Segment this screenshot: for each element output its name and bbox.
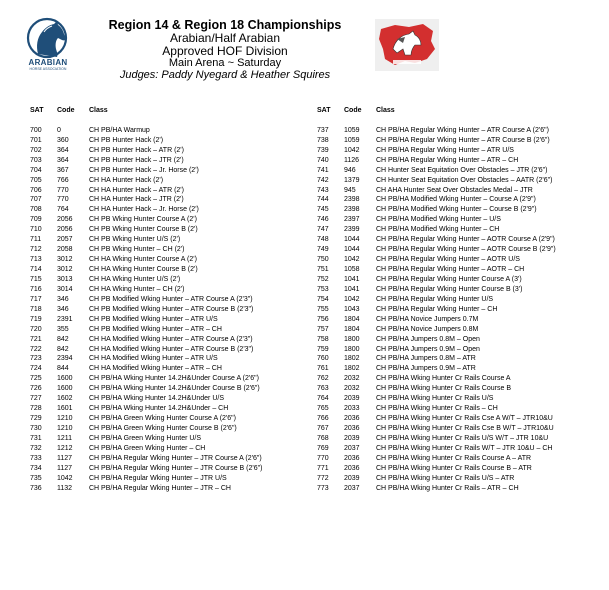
- class-name: CH PB/HA Regular Wking Hunter – JTR – CH: [89, 484, 231, 492]
- class-sat-number: 771: [317, 464, 329, 472]
- class-sat-number: 717: [30, 295, 42, 303]
- class-name: CH HA Modified Wking Hunter – ATR Course B (2'3"): [89, 345, 254, 353]
- class-sat-number: 772: [317, 474, 329, 482]
- class-name: CH PB/HA Wking Hunter 14.2H&Under – CH: [89, 405, 229, 413]
- class-name: CH PB/HA Jumpers 0.8M – Open: [376, 335, 480, 343]
- class-name: CH HA Hunter Hack (2'): [89, 176, 164, 184]
- class-sat-number: 755: [317, 305, 329, 313]
- class-name: CH PB/HA Regular Wking Hunter – AOTR Course A (2'9"): [376, 236, 555, 244]
- class-name: CH HA Wking Hunter Course A (2'): [89, 256, 197, 264]
- class-code: 2058: [57, 246, 73, 254]
- class-name: CH PB/HA Warmup: [89, 126, 150, 134]
- class-code: 1041: [344, 275, 360, 283]
- class-code: 3014: [57, 285, 73, 293]
- class-sat-number: 704: [30, 166, 42, 174]
- class-code: 2036: [344, 464, 360, 472]
- class-name: CH PB/HA Green Wking Hunter Course A (2'6"): [89, 415, 236, 423]
- class-sat-number: 764: [317, 395, 329, 403]
- class-name: CH PB/HA Regular Wking Hunter U/S: [376, 295, 494, 303]
- class-sat-number: 719: [30, 315, 42, 323]
- class-code: 844: [57, 365, 69, 373]
- class-name: CH HA Wking Hunter Course B (2'): [89, 266, 198, 273]
- class-name: CH HA Modified Wking Hunter – ATR – CH: [89, 365, 222, 373]
- class-name: CH PB/HA Regular Wking Hunter – AOTR – CH: [376, 266, 525, 273]
- class-code: 2036: [344, 425, 360, 432]
- class-sat-number: 752: [317, 275, 329, 283]
- class-sat-number: 762: [317, 375, 329, 383]
- class-code: 355: [57, 325, 69, 333]
- class-sat-number: 748: [317, 236, 329, 244]
- page-subtitle-division: Approved HOF Division: [162, 43, 288, 58]
- class-name: CH HA Hunter Hack – ATR (2'): [89, 186, 184, 194]
- class-name: CH PB/HA Wking Hunter Cr Rails Cse A W/T – JTR10&U: [376, 415, 553, 423]
- class-sat-number: 760: [317, 355, 329, 363]
- class-code: 764: [57, 206, 69, 214]
- class-name: CH PB/HA Wking Hunter Cr Rails – ATR – CH: [376, 484, 519, 492]
- judges-line: Judges: Paddy Nyegard & Heather Squires: [119, 69, 331, 81]
- class-sat-number: 724: [30, 365, 42, 373]
- class-code: 1059: [344, 126, 360, 134]
- class-code: 842: [57, 335, 69, 343]
- class-code: 2033: [344, 405, 360, 413]
- class-sat-number: 756: [317, 315, 329, 323]
- class-code: 1127: [57, 464, 73, 472]
- class-sat-number: 758: [317, 335, 329, 343]
- class-name: CH PB/HA Wking Hunter Cr Rails – CH: [376, 405, 498, 413]
- class-name: CH PB/HA Modified Wking Hunter – Course B (2'9"): [376, 206, 537, 214]
- class-sat-number: 747: [317, 226, 329, 234]
- class-sat-number: 702: [30, 146, 42, 154]
- class-name: CH PB/HA Regular Wking Hunter – ATR U/S: [376, 146, 514, 154]
- class-code: 1059: [344, 136, 360, 144]
- class-code: 842: [57, 345, 69, 353]
- class-sat-number: 745: [317, 206, 329, 214]
- class-code: 1058: [344, 266, 360, 273]
- class-name: CH PB/HA Green Wking Hunter Course B (2'6"): [89, 425, 237, 432]
- class-name: CH PB/HA Regular Wking Hunter – ATR Course A (2'6"): [376, 126, 549, 134]
- class-sat-number: 741: [317, 166, 329, 174]
- class-name: CH PB/HA Regular Wking Hunter – JTR Course A (2'6"): [89, 454, 262, 462]
- class-name: CH PB/HA Regular Wking Hunter – ATR Course B (2'6"): [376, 136, 550, 144]
- class-name: CH PB Hunter Hack – Jr. Horse (2'): [89, 166, 199, 174]
- class-name: CH PB/HA Wking Hunter Cr Rails W/T – JTR 10&U – CH: [376, 444, 553, 452]
- class-sat-number: 773: [317, 484, 329, 492]
- class-code: 1212: [57, 444, 73, 452]
- class-name: CH PB/HA Wking Hunter Cr Rails Course A: [376, 375, 511, 383]
- class-code: 1600: [57, 385, 73, 393]
- class-sat-number: 768: [317, 434, 329, 442]
- class-code: 0: [57, 126, 61, 134]
- class-name: CH PB Modified Wking Hunter – ATR – CH: [89, 325, 222, 333]
- class-sat-number: 709: [30, 216, 42, 224]
- column-header-sat: SAT: [30, 107, 44, 114]
- class-name: CH PB/HA Wking Hunter 14.2H&Under Course A (2'6"): [89, 375, 259, 383]
- class-code: 2039: [344, 395, 360, 403]
- class-sat-number: 750: [317, 256, 329, 264]
- class-sat-number: 761: [317, 365, 329, 373]
- class-name: CH PB/HA Wking Hunter Cr Rails Course A – ATR: [376, 454, 532, 462]
- class-code: 2032: [344, 375, 360, 383]
- class-sat-number: 733: [30, 454, 42, 462]
- class-code: 360: [57, 136, 69, 144]
- class-sat-number: 727: [30, 395, 42, 403]
- class-code: 2391: [57, 315, 73, 323]
- class-name: CH PB/HA Regular Wking Hunter – CH: [376, 305, 498, 313]
- class-sat-number: 757: [317, 325, 329, 333]
- column-header-sat: SAT: [317, 107, 331, 114]
- class-code: 2397: [344, 216, 360, 224]
- class-sat-number: 751: [317, 266, 329, 273]
- class-sat-number: 737: [317, 126, 329, 134]
- class-name: CH PB/HA Regular Wking Hunter Course A (3'): [376, 275, 522, 283]
- class-sat-number: 735: [30, 474, 42, 482]
- class-name: CH PB Modified Wking Hunter – ATR U/S: [89, 315, 218, 323]
- class-name: CH PB/HA Regular Wking Hunter – JTR Course B (2'6"): [89, 464, 263, 472]
- class-sat-number: 701: [30, 136, 42, 144]
- class-name: CH PB/HA Wking Hunter Cr Rails Course B: [376, 385, 511, 393]
- class-code: 1042: [57, 474, 73, 482]
- class-code: 2398: [344, 196, 360, 204]
- class-sat-number: 720: [30, 325, 42, 333]
- class-code: 1042: [344, 256, 360, 264]
- class-code: 770: [57, 196, 69, 204]
- class-name: CH HA Wking Hunter – CH (2'): [89, 285, 185, 293]
- class-sat-number: 732: [30, 444, 42, 452]
- class-sat-number: 718: [30, 305, 42, 313]
- class-sat-number: 738: [317, 136, 329, 144]
- class-sat-number: 766: [317, 415, 329, 423]
- class-code: 945: [344, 186, 356, 194]
- class-name: CH PB Wking Hunter U/S (2'): [89, 236, 181, 244]
- class-code: 1043: [344, 305, 360, 313]
- class-sat-number: 712: [30, 246, 42, 254]
- class-code: 1132: [57, 484, 73, 492]
- class-code: 770: [57, 186, 69, 194]
- class-code: 1127: [57, 454, 73, 462]
- class-code: 1211: [57, 434, 73, 442]
- class-sat-number: 722: [30, 345, 42, 353]
- class-sat-number: 742: [317, 176, 329, 184]
- class-sat-number: 734: [30, 464, 42, 472]
- class-code: 2399: [344, 226, 360, 234]
- class-name: CH PB/HA Jumpers 0.8M – ATR: [376, 355, 476, 363]
- class-code: 2036: [344, 454, 360, 462]
- arena-and-day: Main Arena ~ Saturday: [168, 57, 282, 69]
- class-code: 364: [57, 146, 69, 154]
- class-sat-number: 726: [30, 385, 42, 393]
- class-sat-number: 736: [30, 484, 42, 492]
- class-name: CH PB/HA Wking Hunter Cr Rails Cse B W/T – JTR10&U: [376, 425, 554, 432]
- class-code: 364: [57, 156, 69, 164]
- class-name: CH HA Wking Hunter U/S (2'): [89, 275, 181, 283]
- class-code: 1041: [344, 285, 360, 293]
- class-name: CH PB/HA Wking Hunter Cr Rails U/S – ATR: [376, 474, 515, 482]
- class-sat-number: 739: [317, 146, 329, 154]
- class-sat-number: 706: [30, 186, 42, 194]
- class-sat-number: 731: [30, 434, 42, 442]
- class-name: CH PB/HA Novice Jumpers 0.8M: [376, 325, 479, 333]
- arabian-horse-association-logo: [24, 16, 76, 78]
- class-name: CH PB Wking Hunter Course A (2'): [89, 216, 197, 224]
- class-name: CH PB Wking Hunter Course B (2'): [89, 226, 198, 234]
- class-name: CH PB/HA Modified Wking Hunter – Course A (2'9"): [376, 196, 536, 204]
- class-name: CH Hunter Seat Equitation Over Obstacles – JTR (2'6"): [376, 166, 548, 174]
- class-name: CH PB/HA Regular Wking Hunter – JTR U/S: [89, 474, 227, 482]
- class-sat-number: 713: [30, 256, 42, 264]
- class-name: CH PB Wking Hunter – CH (2'): [89, 246, 185, 254]
- class-code: 2057: [57, 236, 73, 244]
- class-sat-number: 754: [317, 295, 329, 303]
- class-code: 1210: [57, 415, 73, 423]
- class-name: CH PB/HA Green Wking Hunter U/S: [89, 434, 202, 442]
- class-code: 1379: [344, 176, 360, 184]
- class-code: 346: [57, 295, 69, 303]
- class-sat-number: 707: [30, 196, 42, 204]
- class-code: 766: [57, 176, 69, 184]
- class-sat-number: 767: [317, 425, 329, 432]
- class-name: CH HA Modified Wking Hunter – ATR Course A (2'3"): [89, 335, 253, 343]
- class-sat-number: 728: [30, 405, 42, 413]
- class-sat-number: 765: [317, 405, 329, 413]
- class-sat-number: 708: [30, 206, 42, 214]
- class-name: CH PB Hunter Hack – JTR (2'): [89, 156, 184, 164]
- class-name: CH PB/HA Jumpers 0.9M – Open: [376, 345, 480, 353]
- class-name: CH PB Hunter Hack – ATR (2'): [89, 146, 184, 154]
- class-code: 1126: [344, 156, 360, 164]
- class-code: 1044: [344, 246, 360, 254]
- class-name: CH PB/HA Jumpers 0.9M – ATR: [376, 365, 476, 373]
- class-name: CH HA Hunter Hack – Jr. Horse (2'): [89, 206, 199, 214]
- class-code: 1804: [344, 315, 360, 323]
- class-name: CH PB/HA Regular Wking Hunter – AOTR Course B (2'9"): [376, 246, 556, 254]
- column-header-class: Class: [376, 107, 395, 114]
- class-name: CH PB/HA Novice Jumpers 0.7M: [376, 315, 479, 323]
- class-sat-number: 710: [30, 226, 42, 234]
- class-sat-number: 721: [30, 335, 42, 343]
- page-subtitle-breed: Arabian/Half Arabian: [169, 31, 281, 45]
- class-code: 1601: [57, 405, 73, 413]
- class-code: 2037: [344, 444, 360, 452]
- class-name: CH PB/HA Regular Wking Hunter Course B (3'): [376, 285, 523, 293]
- logo-subtext: HORSE ASSOCIATION: [29, 67, 67, 71]
- class-code: 1800: [344, 345, 360, 353]
- class-name: CH PB/HA Regular Wking Hunter – ATR – CH: [376, 156, 519, 164]
- class-code: 946: [344, 166, 356, 174]
- class-name: CH PB/HA Wking Hunter Cr Rails U/S: [376, 395, 494, 403]
- column-header-class: Class: [89, 107, 108, 114]
- class-sat-number: 729: [30, 415, 42, 423]
- class-code: 2394: [57, 355, 73, 363]
- class-name: CH Hunter Seat Equitation Over Obstacles – AATR (2'6"): [376, 176, 553, 184]
- class-sat-number: 705: [30, 176, 42, 184]
- class-sat-number: 700: [30, 126, 42, 134]
- class-code: 1044: [344, 236, 360, 244]
- class-sat-number: 714: [30, 266, 42, 273]
- class-sat-number: 763: [317, 385, 329, 393]
- class-code: 1802: [344, 355, 360, 363]
- column-header-code: Code: [344, 107, 362, 114]
- class-code: 1042: [344, 146, 360, 154]
- class-name: CH PB Modified Wking Hunter – ATR Course B (2'3"): [89, 305, 254, 313]
- class-sat-number: 703: [30, 156, 42, 164]
- class-code: 1210: [57, 425, 73, 432]
- class-sat-number: 770: [317, 454, 329, 462]
- class-name: CH PB/HA Wking Hunter Cr Rails U/S W/T – JTR 10&U: [376, 434, 549, 442]
- class-code: 346: [57, 305, 69, 313]
- class-sat-number: 725: [30, 375, 42, 383]
- region-emblem-logo: [375, 19, 439, 71]
- class-code: 3012: [57, 266, 73, 273]
- class-code: 2398: [344, 206, 360, 214]
- class-code: 1802: [344, 365, 360, 373]
- class-code: 1042: [344, 295, 360, 303]
- class-sat-number: 716: [30, 285, 42, 293]
- class-sat-number: 740: [317, 156, 329, 164]
- class-code: 2032: [344, 385, 360, 393]
- class-code: 1804: [344, 325, 360, 333]
- class-name: CH PB/HA Wking Hunter 14.2H&Under Course B (2'6"): [89, 385, 260, 393]
- class-sat-number: 743: [317, 186, 329, 194]
- class-name: CH PB Modified Wking Hunter – ATR Course A (2'3"): [89, 295, 253, 303]
- region-emblem-icon: [375, 19, 439, 71]
- class-code: 2056: [57, 226, 73, 234]
- class-name: CH PB/HA Modified Wking Hunter – U/S: [376, 216, 501, 224]
- class-sat-number: 730: [30, 425, 42, 432]
- class-name: CH PB/HA Modified Wking Hunter – CH: [376, 226, 500, 234]
- document-header: [80, 19, 370, 81]
- class-sat-number: 769: [317, 444, 329, 452]
- class-sat-number: 744: [317, 196, 329, 204]
- class-code: 1602: [57, 395, 73, 403]
- class-sat-number: 723: [30, 355, 42, 363]
- class-sat-number: 746: [317, 216, 329, 224]
- class-code: 2037: [344, 484, 360, 492]
- class-code: 3013: [57, 275, 73, 283]
- class-name: CH HA Hunter Hack – JTR (2'): [89, 196, 184, 204]
- class-code: 3012: [57, 256, 73, 264]
- logo-text: ARABIAN: [28, 58, 68, 67]
- class-code: 2036: [344, 415, 360, 423]
- class-code: 2056: [57, 216, 73, 224]
- class-name: CH PB/HA Regular Wking Hunter – AOTR U/S: [376, 256, 520, 264]
- class-code: 2039: [344, 474, 360, 482]
- class-name: CH HA Modified Wking Hunter – ATR U/S: [89, 355, 218, 363]
- class-sat-number: 711: [30, 236, 42, 244]
- class-name: CH PB/HA Green Wking Hunter – CH: [89, 444, 206, 452]
- class-name: CH PB Hunter Hack (2'): [89, 136, 164, 144]
- class-code: 367: [57, 166, 69, 174]
- column-header-code: Code: [57, 107, 75, 114]
- class-code: 1600: [57, 375, 73, 383]
- class-code: 1800: [344, 335, 360, 343]
- class-name: CH PB/HA Wking Hunter 14.2H&Under U/S: [89, 395, 224, 403]
- class-sat-number: 749: [317, 246, 329, 254]
- class-code: 2039: [344, 434, 360, 442]
- class-sat-number: 759: [317, 345, 329, 353]
- class-name: CH PB/HA Wking Hunter Cr Rails Course B – ATR: [376, 464, 532, 472]
- page-title: Region 14 & Region 18 Championships: [108, 18, 342, 32]
- class-sat-number: 715: [30, 275, 42, 283]
- class-sat-number: 753: [317, 285, 329, 293]
- class-name: CH AHA Hunter Seat Over Obstacles Medal – JTR: [376, 186, 533, 194]
